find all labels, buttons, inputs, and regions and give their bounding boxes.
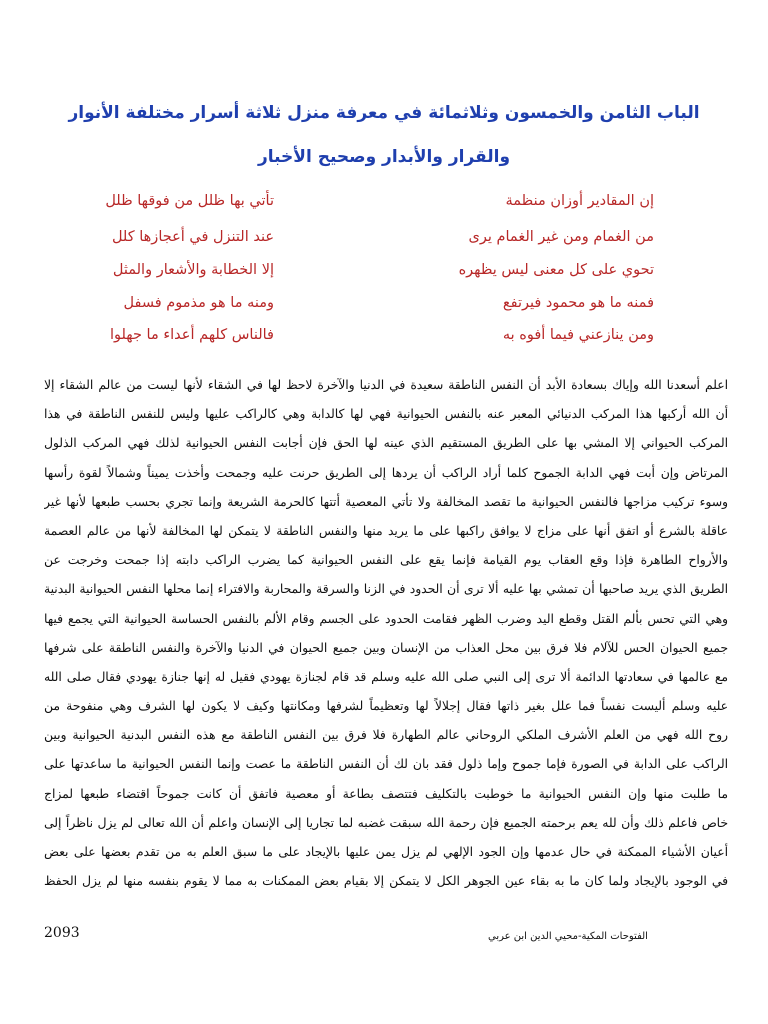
prose-line: مع عالمها في سعادتها الدائمة ألا ترى إلى النبي صلى الله عليه وسلم قد قام لجنازة يهودي فقيل له إنها جنازة يهودي فقال صلى الله [44,669,728,684]
verse-4-second-hemistich: ومنه ما هو مذموم فسفل [123,295,274,311]
prose-line: المرتاض وإن أبت فهي الدابة الجموح كلما أراد الراكب أن يردها إلى الطريق حرنت عليه وجمحت وأخذت يميناً وشمالاً لقوة رأسها [44,465,728,480]
book-title-footer: الفتوحات المكية-محيي الدين ابن عربي [488,931,648,942]
verse-3-first-hemistich: تحوي على كل معنى ليس يظهره [458,262,654,278]
chapter-title-line-2: والقرار والأبدار وصحيح الأخبار [257,147,511,167]
prose-line: الراكب على الدابة في الصورة فإما جموح وإما ذلول فقد بان لك أن النفس الناطقة ما عصت وإنما النفس الحيوانية ما ساعدتها على [44,757,728,772]
prose-line: في الوجود بالإيجاد ولما كان ما به بقاء عين الجوهر الكل لا يتمكن إلا بقيام بعض الممكنات به مما لا يقوم بنفسه منها لم يزل الحفظ [44,874,728,889]
prose-line: أن الله أركبها هذا المركب الدنيائي المعبر عنه بالنفس الحيوانية فهي لها كالدابة وهي كالراكب عليها وليس للنفس الناطقة في هذا [44,407,728,422]
page-number: 2093 [44,925,80,941]
prose-line: وسوء تركيب مزاجها فالنفس الحيوانية ما تقصد المخالفة ولا تأتي المعصية أتتها كالحرمة الشريعة وإنما تجري بحسب طبعها لأنها غير [44,494,728,509]
prose-line: وهي التي تحس بألم القتل وقطع اليد وضرب الظهر فقامت الحدود على الجسم وقام الألم بالنفس الحساسة الحيوانية التي يجمع فيها [44,611,728,626]
verse-5-first-hemistich: ومن ينازعني فيما أفوه به [502,327,654,343]
prose-line: والأرواح الطاهرة فإذا وقع العقاب يوم القيامة فإنما يقع على النفس الحيوانية كما يضرب الراكب دابته إذا جمحت وخرجت عن [44,553,728,568]
prose-body [44,371,728,896]
prose-line: روح الله فهي من العلم الأشرف الملكي الروحاني عالم الطهارة فلا فرق بين النفس الناطقة مع هذه النفس البدنية الحيوانية وبين [44,728,728,743]
chapter-title-line-1: الباب الثامن والخمسون وثلاثمائة في معرفة منزل ثلاثة أسرار مختلفة الأنوار [68,103,700,123]
verse-5-second-hemistich: فالناس كلهم أعداء ما جهلوا [109,327,274,343]
prose-line: عليه وسلم أليست نفساً فما علل بغير ذاتها فقال إجلالاً لها وتعظيماً لشرفها ومكانتها وكيف لا يكون لها الشرف وهي منفوحة من [44,699,728,714]
prose-line: خاص فاعلم ذلك وأن لله يعم برحمته الجميع فإن رحمة الله سبقت غضبه لما تجاريا إلى الإنسان واعلم أن الله تعالى لم يزل ناظراً إلى [44,815,728,830]
prose-line: أعيان الأشياء الممكنة في حال عدمها وإن الجود الإلهي لم يزل يمن عليها بالإيجاد على ما سبق العلم به من تقدم بعضها على بعض [44,845,728,859]
verse-1-second-hemistich: تأتي بها ظلل من فوقها ظلل [105,193,274,209]
prose-line: ما طلبت منها وإن النفس الحيوانية ما خوطبت بالتكليف فتتصف بطاعة أو معصية فاتفق أن كانت جموحاً اقتضاء طبعها لمزاج [44,786,728,801]
verse-2-second-hemistich: عند التنزل في أعجازها كلل [111,229,274,245]
prose-line: جميع الحيوان الحس للآلام فلا فرق بين محل العذاب من الإنسان وبين جميع الحيوان في الدنيا والآخرة والنفس الناطقة على شرفها [44,640,728,655]
prose-line: اعلم أسعدنا الله وإياك بسعادة الأبد أن النفس الناطقة سعيدة في الدنيا والآخرة لاحظ لها في الشقاء لأنها ليست من عالم الشقاء إلا [44,378,728,392]
prose-line: المركب الحيواني إلا المشي بها على الطريق المستقيم الذي عينه لها الحق فإن أجابت النفس الحيوانية لذلك فهي المركب الذلول [44,436,728,451]
verse-4-first-hemistich: فمنه ما هو محمود فيرتفع [502,295,654,311]
prose-line: الطريق الذي يريد صاحبها أن تمشي بها عليه ألا ترى أن الحدود في الزنا والسرقة والمحاربة والافتراء إنما محلها النفس الحيوانية البدنية [44,582,728,597]
verse-2-first-hemistich: من الغمام ومن غير الغمام يرى [468,229,654,245]
verse-1-first-hemistich: إن المقادير أوزان منظمة [505,193,654,209]
prose-line: عاقلة بالشرع أو اتفق أنها على مزاج لا يوافق راكبها على ما يريد منها والنفس الناطقة لا يتمكن لها المخالفة لأنها من عالم العصمة [44,523,728,538]
verse-3-second-hemistich: إلا الخطابة والأشعار والمثل [112,262,274,278]
